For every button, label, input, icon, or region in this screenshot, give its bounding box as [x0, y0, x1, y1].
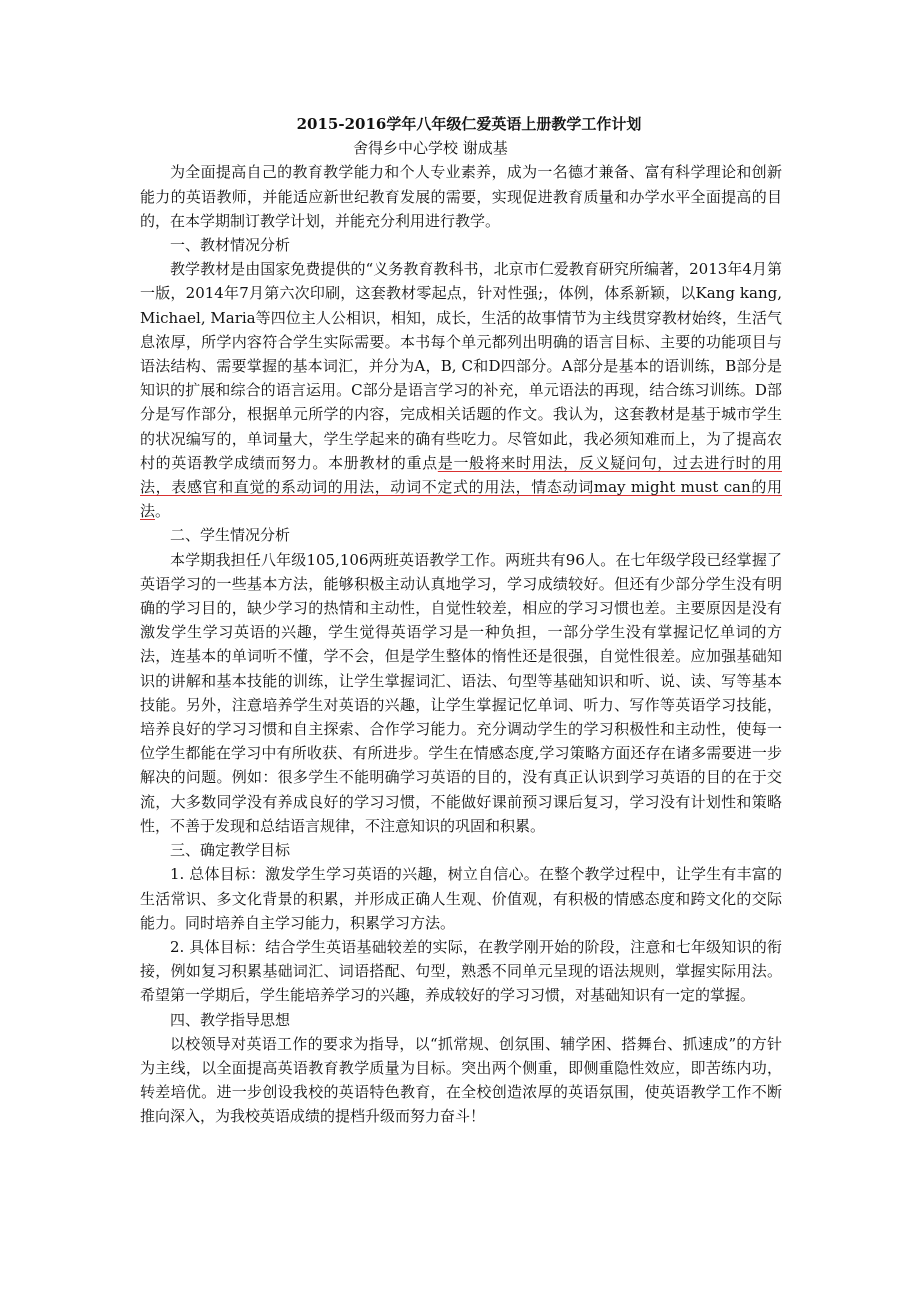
section-heading-guiding-ideas: 四、教学指导思想	[170, 1010, 291, 1029]
section-heading-textbook: 一、教材情况分析	[170, 236, 291, 255]
specific-goal-paragraph: 2. 具体目标：结合学生英语基础较差的实际，在教学刚开始的阶段，注意和七年级知识的衔接，例如复习积累基础词汇、词语搭配、句型，熟悉不同单元呈现的语法规则，掌握实际用法。希望第一学期后，学生能培养学习的兴趣，养成较好的学习习惯，对基础知识有一定的掌握。	[140, 937, 782, 1005]
underlined-key-points: 是一般将来时用法，反义疑问句，过去进行时的用法，表感官和直觉的系动词的用法，动词不定式的用法，情态动词may might must can的用法	[140, 453, 782, 521]
intro-paragraph: 为全面提高自己的教育教学能力和个人专业素养，成为一名德才兼备、富有科学理论和创新能力的英语教师，并能适应新世纪教育发展的需要，实现促进教育质量和办学水平全面提高的目的，在本学期制订教学计划，并能充分利用进行教学。	[140, 163, 782, 230]
author-line: 舍得乡中心学校 谢成基	[353, 139, 508, 158]
section-heading-students: 二、学生情况分析	[170, 526, 291, 545]
overall-goal-paragraph: 1. 总体目标：激发学生学习英语的兴趣，树立自信心。在整个教学过程中，让学生有丰富的生活常识、多文化背景的积累，并形成正确人生观、价值观，有积极的情感态度和跨文化的交际能力。同时培养自主学习能力，积累学习方法。	[140, 865, 782, 932]
textbook-analysis-text: 教学教材是由国家免费提供的“义务教育教科书，北京市仁爱教育研究所编著，2013年4月第一版，2014年7月第六次印刷，这套教材零起点，针对性强;，体例，体系新颖，以Kang kang, Michael, Maria等四位主人公相识，相知，成长，生活的故事情节为主线贯穿教材始终，生活气息浓厚，所学内容符合学生实际需要。本书每个单元都列出明确的语言目标、主要的功能项目与语法结构、需要掌握的基本词汇，并分为A，B, C和D四部分。A部分是基本的语训练，B部分是知识的扩展和综合的语言运用。C部分是语言学习的补充，单元语法的再现，结合练习训练。D部分是写作部分，根据单元所学的内容，完成相关话题的作文。我认为，这套教材是基于城市学生的状况编写的，单词量大，学生学起来的确有些吃力。尽管如此，我必须知难而上，为了提高农村的英语教学成绩而努力。本册教材的重点	[140, 260, 782, 472]
textbook-analysis-paragraph	[140, 257, 782, 523]
document-page	[140, 112, 782, 1129]
document-title: 2015-2016学年八年级仁爱英语上册教学工作计划	[296, 115, 642, 133]
student-analysis-paragraph: 本学期我担任八年级105,106两班英语教学工作。两班共有96人。在七年级学段已经掌握了英语学习的一些基本方法，能够积极主动认真地学习，学习成绩较好。但还有少部分学生没有明确的学习目的，缺少学习的热情和主动性，自觉性较差，相应的学习习惯也差。主要原因是没有激发学生学习英语的兴趣，学生觉得英语学习是一种负担，一部分学生没有掌握记忆单词的方法，连基本的单词听不懂，学不会，但是学生整体的惰性还是很强，自觉性很差。应加强基础知识的讲解和基本技能的训练，让学生掌握词汇、语法、句型等基础知识和听、说、读、写等基本技能。另外，注意培养学生对英语的兴趣，让学生掌握记忆单词、听力、写作等英语学习技能，培养良好的学习习惯和自主探索、合作学习能力。充分调动学生的学习积极性和主动性，使每一位学生都能在学习中有所收获、有所进步。学生在情感态度,学习策略方面还存在诸多需要进一步解决的问题。例如：很多学生不能明确学习英语的目的，没有真正认识到学习英语的目的在于交流，大多数同学没有养成良好的学习习惯，不能做好课前预习课后复习，学习没有计划性和策略性，不善于发现和总结语言规律，不注意知识的巩固和积累。	[140, 550, 782, 835]
section-heading-goals: 三、确定教学目标	[170, 841, 291, 860]
paragraph-end-mark: 。	[155, 502, 171, 521]
guiding-ideas-paragraph: 以校领导对英语工作的要求为指导，以“抓常规、创氛围、辅学困、搭舞台、抓速成”的方针为主线，以全面提高英语教育教学质量为目标。突出两个侧重，即侧重隐性效应，即苦练内功，转差培优。进一步创设我校的英语特色教育，在全校创造浓厚的英语氛围，使英语教学工作不断推向深入，为我校英语成绩的提档升级而努力奋斗！	[140, 1034, 782, 1126]
